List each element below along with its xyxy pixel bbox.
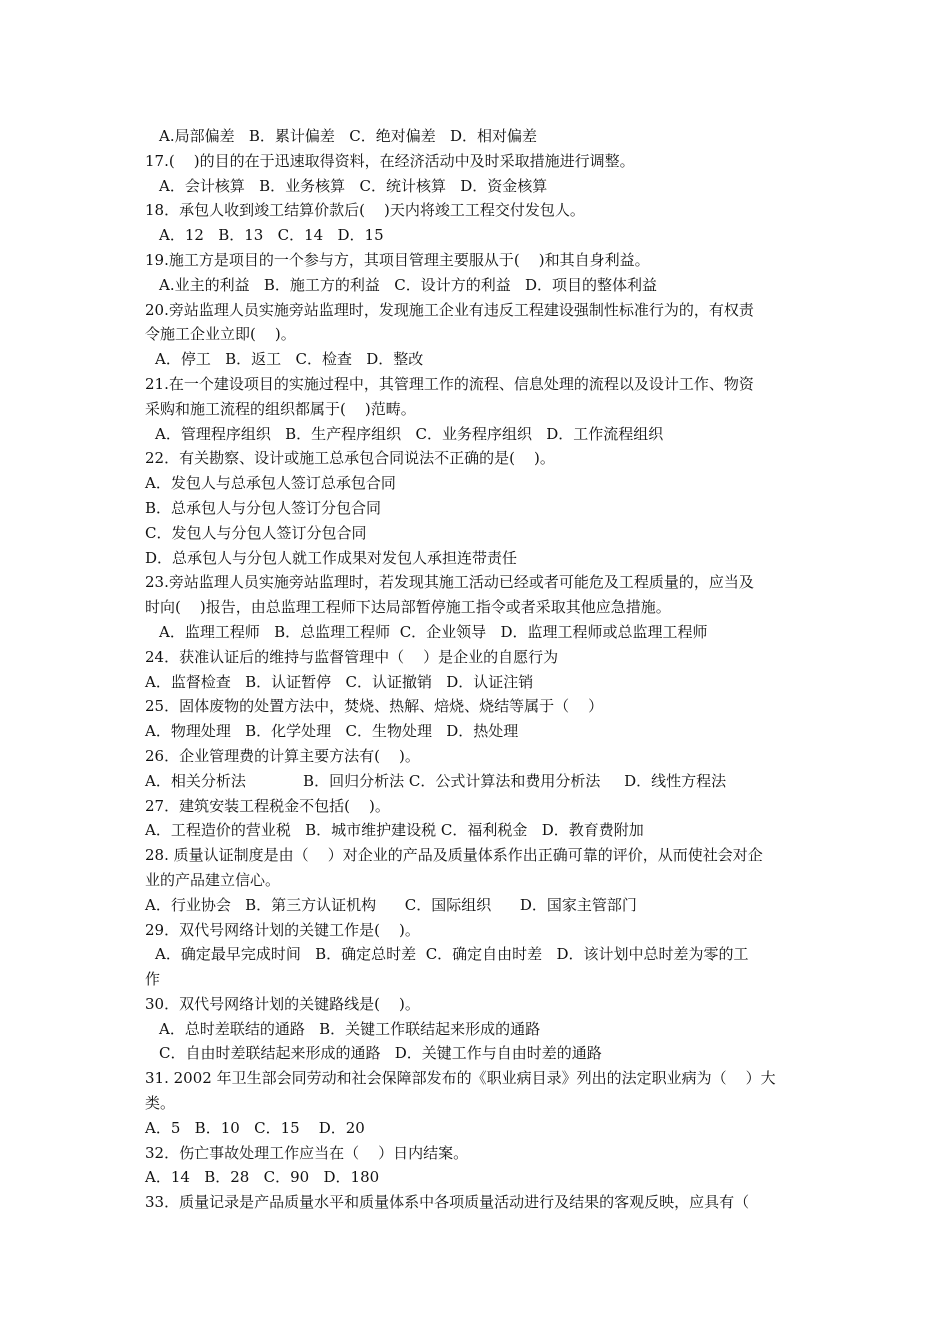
question-30-options-line-1: A．总时差联结的通路 B．关键工作联结起来形成的通路 [159,1019,541,1038]
question-22-stem: 22．有关勘察、设计或施工总承包合同说法不正确的是( )。 [145,449,555,468]
question-16-options: A.局部偏差 B．累计偏差 C．绝对偏差 D．相对偏差 [159,127,538,145]
question-31-stem-line-2: 类。 [145,1094,176,1113]
question-17-stem: 17.( )的目的在于迅速取得资料，在经济活动中及时采取措施进行调整。 [145,151,635,170]
question-28-options: A．行业协会 B．第三方认证机构 C．国际组织 D．国家主管部门 [145,895,637,914]
question-26-options: A．相关分析法 B．回归分析法 C．公式计算法和费用分析法 D．线性方程法 [145,771,727,790]
question-29-options-line-1: A．确定最早完成时间 B．确定总时差 C．确定自由时差 D．该计划中总时差为零的工 [155,945,749,964]
document-body [145,124,813,1215]
question-26-stem: 26．企业管理费的计算主要方法有( )。 [145,746,420,765]
question-22-option-d: D．总承包人与分包人就工作成果对发包人承担连带责任 [145,548,518,567]
question-24-stem: 24．获准认证后的维持与监督管理中（ ）是企业的自愿行为 [145,647,559,666]
question-21-stem-line-2: 采购和施工流程的组织都属于( )范畴。 [145,399,416,418]
question-27-options: A．工程造价的营业税 B．城市维护建设税 C．福利税金 D．教育费附加 [145,821,644,840]
question-30-stem: 30．双代号网络计划的关键路线是( )。 [145,994,420,1013]
question-18-stem: 18．承包人收到竣工结算价款后( )天内将竣工工程交付发包人。 [145,201,585,220]
question-31-options: A．5 B．10 C．15 D．20 [145,1118,365,1137]
question-28-stem-line-1: 28. 质量认证制度是由（ ）对企业的产品及质量体系作出正确可靠的评价，从而使社会对企 [145,846,763,865]
question-20-stem-line-1: 20.旁站监理人员实施旁站监理时，发现施工企业有违反工程建设强制性标准行为的，有权责 [145,300,754,319]
question-22-option-b: B．总承包人与分包人签订分包合同 [145,498,382,517]
question-29-options-line-2: 作 [145,970,161,989]
question-27-stem: 27．建筑安装工程税金不包括( )。 [145,796,390,815]
question-20-stem-line-2: 令施工企业立即( )。 [145,325,296,344]
question-18-options: A．12 B．13 C．14 D．15 [159,226,384,245]
question-33-stem: 33．质量记录是产品质量水平和质量体系中各项质量活动进行及结果的客观反映，应具有（ [145,1193,750,1212]
question-25-stem: 25．固体废物的处置方法中，焚烧、热解、焙烧、烧结等属于（ ） [145,697,604,716]
question-23-stem-line-1: 23.旁站监理人员实施旁站监理时，若发现其施工活动已经或者可能危及工程质量的，应当及 [145,573,754,592]
question-30-options-line-2: C．自由时差联结起来形成的通路 D．关键工作与自由时差的通路 [159,1044,602,1063]
question-31-stem-line-1: 31. 2002 年卫生部会同劳动和社会保障部发布的《职业病目录》列出的法定职业病为（ ）大 [145,1069,776,1088]
question-32-options: A．14 B．28 C．90 D．180 [145,1168,380,1187]
question-17-options: A．会计核算 B．业务核算 C．统计核算 D．资金核算 [159,176,548,195]
question-25-options: A．物理处理 B．化学处理 C．生物处理 D．热处理 [145,722,519,741]
question-20-options: A．停工 B．返工 C．检查 D．整改 [155,350,424,369]
question-23-options: A．监理工程师 B．总监理工程师 C．企业领导 D．监理工程师或总监理工程师 [159,622,708,641]
question-22-option-a: A．发包人与总承包人签订总承包合同 [145,474,396,493]
question-29-stem: 29．双代号网络计划的关键工作是( )。 [145,920,420,939]
question-21-options: A．管理程序组织 B．生产程序组织 C．业务程序组织 D．工作流程组织 [155,424,664,443]
question-32-stem: 32．伤亡事故处理工作应当在（ ）日内结案。 [145,1143,469,1162]
question-22-option-c: C．发包人与分包人签订分包合同 [145,523,367,542]
question-23-stem-line-2: 时向( )报告，由总监理工程师下达局部暂停施工指令或者采取其他应急措施。 [145,598,671,617]
question-19-stem: 19.施工方是项目的一个参与方，其项目管理主要服从于( )和其自身利益。 [145,250,650,269]
question-19-options: A.业主的利益 B．施工方的利益 C．设计方的利益 D．项目的整体利益 [159,275,658,294]
question-28-stem-line-2: 业的产品建立信心。 [145,870,281,889]
question-24-options: A．监督检查 B．认证暂停 C．认证撤销 D．认证注销 [145,672,534,691]
question-21-stem-line-1: 21.在一个建设项目的实施过程中，其管理工作的流程、信息处理的流程以及设计工作、物资 [145,374,754,393]
